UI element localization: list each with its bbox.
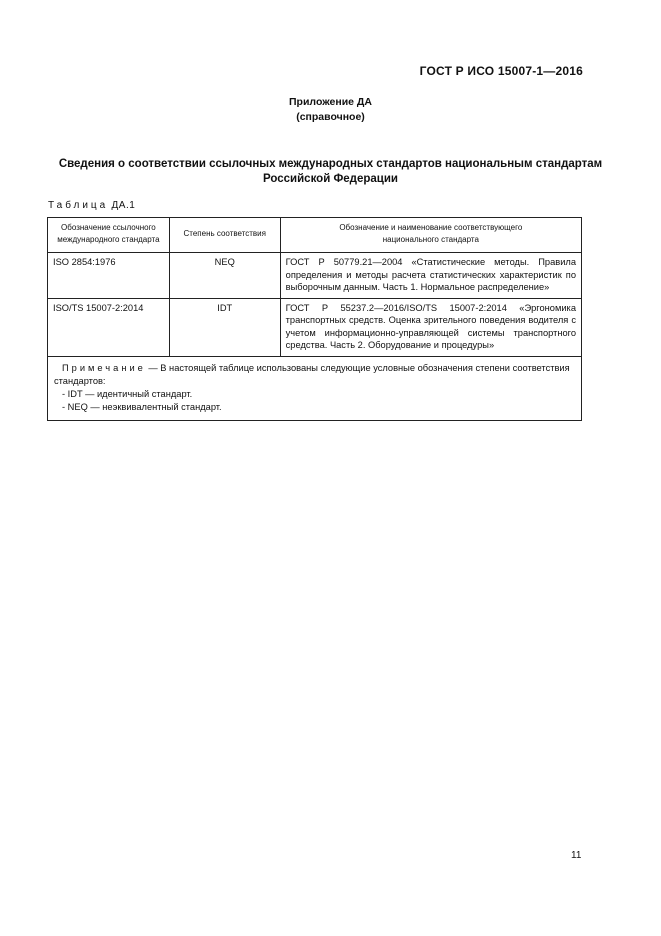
note-text: — В настоящей таблице использованы следующие условные обозначения степени соответствия стандартов:	[54, 362, 570, 386]
table-caption-word: Таблица	[48, 200, 109, 211]
table-caption-number: ДА.1	[111, 200, 136, 211]
appendix-heading	[0, 95, 661, 125]
appendix-title: Приложение ДА	[289, 96, 372, 108]
correspondence-table	[47, 217, 582, 421]
cell-national-standard: ГОСТ Р 50779.21—2004 «Статистические методы. Правила определения и методы расчета статистических характеристик по выборочным данным. Часть 1. Нормальное распределение»	[280, 253, 581, 299]
section-heading-line2: Российской Федерации	[262, 173, 398, 185]
column-header-line: национального стандарта	[382, 235, 479, 244]
column-header-degree	[169, 218, 280, 253]
note-item: - IDT — идентичный стандарт.	[62, 388, 193, 399]
column-header-national	[280, 218, 581, 253]
column-header-international	[48, 218, 170, 253]
note-item: - NEQ — неэквивалентный стандарт.	[62, 401, 222, 412]
column-header-line: международного стандарта	[57, 235, 160, 244]
table-row	[48, 298, 582, 356]
note-label: Примечание	[62, 362, 146, 373]
table-caption	[48, 200, 135, 211]
column-header-line: Обозначение ссылочного	[61, 223, 156, 232]
table-row	[48, 253, 582, 299]
cell-international-standard: ISO/TS 15007-2:2014	[48, 298, 170, 356]
document-code: ГОСТ Р ИСО 15007-1—2016	[419, 64, 583, 78]
appendix-subtitle: (справочное)	[296, 111, 365, 123]
section-heading	[40, 157, 621, 187]
table-note	[48, 356, 582, 420]
section-heading-line1: Сведения о соответствии ссылочных международных стандартов национальным стандартам	[58, 158, 603, 170]
column-header-line: Обозначение и наименование соответствующего	[339, 223, 523, 232]
cell-international-standard: ISO 2854:1976	[48, 253, 170, 299]
table-note-row	[48, 356, 582, 420]
cell-degree: NEQ	[169, 253, 280, 299]
table-header-row	[48, 218, 582, 253]
column-header-line: Степень соответствия	[183, 229, 266, 238]
cell-national-standard: ГОСТ Р 55237.2—2016/ISO/TS 15007-2:2014 «Эргономика транспортных средств. Оценка зрительного поведения водителя с учетом информационно-управляющей системы транспортного средства. Часть 2. Оборудование и процедуры»	[280, 298, 581, 356]
note-paragraph	[54, 362, 575, 388]
page-number: 11	[571, 850, 582, 861]
cell-degree: IDT	[169, 298, 280, 356]
